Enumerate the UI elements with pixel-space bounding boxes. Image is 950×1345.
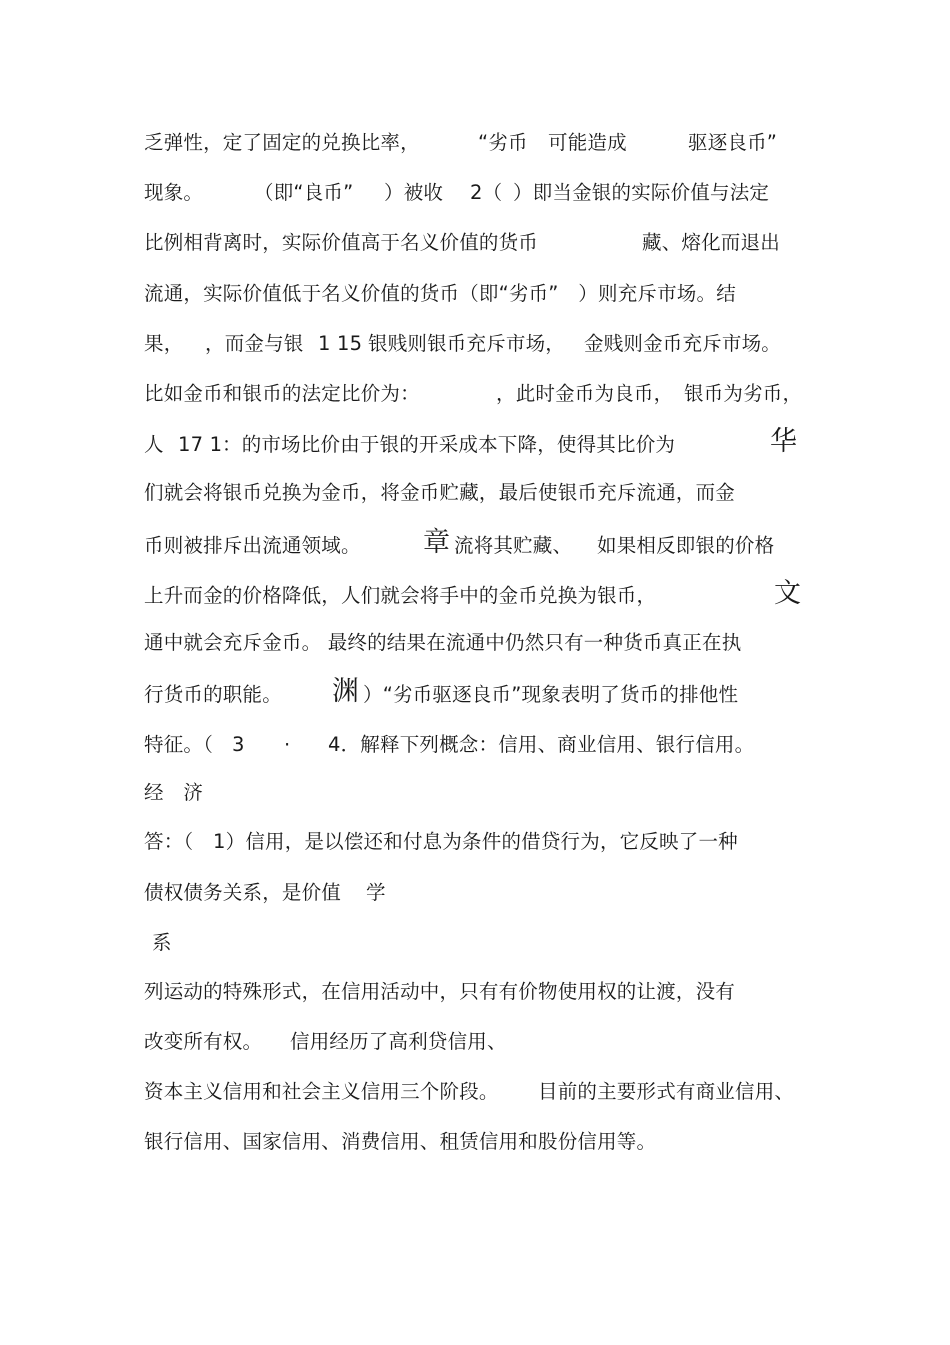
text-line-2b: （即“良币” (254, 181, 354, 204)
text-line-9a: 币则被排斥出流通领域。 (144, 534, 361, 557)
text-line-2e: ）即当金银的实际价值与法定 (513, 181, 770, 204)
text-line-5c: 1 15 (318, 332, 363, 355)
text-line-1b: “劣币 (478, 131, 528, 154)
text-line-6b: ，此时金币为良币， (496, 382, 674, 405)
text-line-16a: 债权债务关系，是价值 (144, 881, 342, 904)
text-line-13c: · (284, 733, 291, 756)
text-line-18: 列运动的特殊形式，在信用活动中，只有有价物使用权的让渡，没有 (144, 980, 736, 1003)
text-line-13b: 3 (232, 733, 245, 756)
text-line-17: 系 (152, 931, 172, 954)
text-line-2a: 现象。 (144, 181, 204, 204)
text-line-7d: 华 (770, 426, 798, 457)
text-line-4: 流通，实际价值低于名义价值的货币（即“劣币” ）则充斥市场。结 (144, 282, 736, 305)
text-line-12c: ）“劣币驱逐良币”现象表明了货币的排他性 (363, 683, 739, 706)
text-line-12b: 渊 (332, 676, 360, 707)
text-line-5b: ，而金与银 (205, 332, 304, 355)
text-line-7b: 17 1 (178, 433, 223, 456)
text-line-20b: 目前的主要形式有商业信用、 (538, 1080, 795, 1103)
text-line-20a: 资本主义信用和社会主义信用三个阶段。 (144, 1080, 499, 1103)
text-line-13a: 特征。（ (144, 733, 214, 756)
text-line-12a: 行货币的职能。 (144, 683, 282, 706)
text-line-19a: 改变所有权。 (144, 1030, 263, 1053)
text-line-16b: 学 (366, 881, 386, 904)
text-line-8: 们就会将银币兑换为金币，将金币贮藏，最后使银币充斥流通，而金 (144, 481, 736, 504)
text-line-7a: 人 (144, 433, 164, 456)
text-line-9d: 如果相反即银的价格 (597, 534, 775, 557)
text-line-10a: 上升而金的价格降低，人们就会将手中的金币兑换为银币， (144, 584, 657, 607)
text-line-5e: 金贱则金币充斥市场。 (584, 332, 782, 355)
text-line-9c: 流将其贮藏、 (454, 534, 573, 557)
text-line-1a: 乏弹性，定了固定的兑换比率， (144, 131, 420, 154)
text-line-1d: 驱逐良币” (688, 131, 778, 154)
text-line-3b: 藏、熔化而退出 (642, 231, 780, 254)
text-line-3a: 比例相背离时，实际价值高于名义价值的货币 (144, 231, 539, 254)
text-line-14: 经 济 (144, 781, 204, 804)
text-line-21: 银行信用、国家信用、消费信用、租赁信用和股份信用等。 (144, 1130, 657, 1153)
text-line-10b: 文 (774, 578, 802, 609)
text-line-5d: 银贱则银币充斥市场， (368, 332, 566, 355)
text-line-1c: 可能造成 (548, 131, 627, 154)
text-line-13d: 4．解释下列概念：信用、商业信用、银行信用。 (328, 733, 755, 756)
text-line-9b: 章 (423, 527, 451, 558)
text-line-15: 答：（ 1）信用，是以偿还和付息为条件的借贷行为，它反映了一种 (144, 830, 738, 853)
text-line-2c: ）被收 (384, 181, 444, 204)
text-line-11: 通中就会充斥金币。 最终的结果在流通中仍然只有一种货币真正在执 (144, 631, 742, 654)
text-line-6c: 银币为劣币， (684, 382, 803, 405)
text-line-7c: ：的市场比价由于银的开采成本下降，使得其比价为 (222, 433, 676, 456)
text-line-5a: 果， (144, 332, 184, 355)
text-line-6a: 比如金币和银币的法定比价为： (144, 382, 420, 405)
text-line-2d: 2（ (470, 181, 503, 204)
text-line-19b: 信用经历了高利贷信用、 (290, 1030, 507, 1053)
